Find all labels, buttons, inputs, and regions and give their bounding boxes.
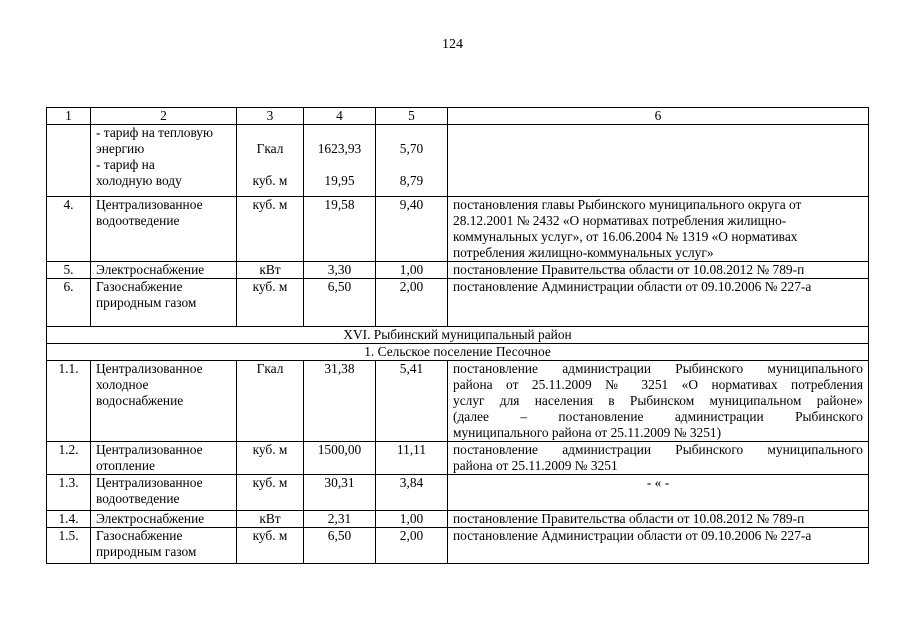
service-name-cell: Централизованное водоотведение xyxy=(91,197,237,262)
header-row xyxy=(47,108,869,125)
value-4-cell: 31,38 xyxy=(304,361,376,442)
value-4-cell: 2,31 xyxy=(304,511,376,528)
row-number-cell xyxy=(47,125,91,197)
value-4-cell: 6,50 xyxy=(304,279,376,327)
value-5-cell: 2,00 xyxy=(376,279,448,327)
row-number-cell: 6. xyxy=(47,279,91,327)
row-number-cell: 5. xyxy=(47,262,91,279)
value-5: 8,79 xyxy=(399,173,424,188)
document-line: постановление Правительства области от 10.08.2012 № 789-п xyxy=(453,262,805,277)
unit-cell: куб. м xyxy=(237,442,304,475)
service-name-cell: Централизованное отопление xyxy=(91,442,237,475)
document-line: постановление администрации Рыбинского муниципального xyxy=(453,361,863,376)
document-cell xyxy=(448,475,869,511)
document-line: (далее – постановление администрации Рыбинского xyxy=(453,409,863,424)
document-cell xyxy=(448,442,869,475)
document-line: постановление Администрации области от 09.10.2006 № 227-а xyxy=(453,279,812,294)
header-cell-4: 4 xyxy=(304,108,376,125)
page-number: 124 xyxy=(442,37,463,52)
section-title: XVI. Рыбинский муниципальный район xyxy=(47,327,869,344)
header-cell-2: 2 xyxy=(91,108,237,125)
document-cell xyxy=(448,511,869,528)
value-4: 1623,93 xyxy=(317,141,362,156)
table-row xyxy=(47,197,869,262)
value-5-cell: 9,40 xyxy=(376,197,448,262)
service-name-cell: Централизованное холодное водоснабжение xyxy=(91,361,237,442)
document-line: - « - xyxy=(646,475,670,490)
table-row xyxy=(47,511,869,528)
service-name-cell: Электроснабжение xyxy=(91,262,237,279)
value-5-cell xyxy=(376,125,448,197)
unit-cell: кВт xyxy=(237,262,304,279)
name-line: - тариф на xyxy=(96,157,155,172)
document-line: муниципального района от 25.11.2009 № 3251) xyxy=(453,425,722,440)
unit-cell: куб. м xyxy=(237,475,304,511)
value-4-cell: 1500,00 xyxy=(304,442,376,475)
name-line: холодную воду xyxy=(96,173,182,188)
value-5: 5,70 xyxy=(399,141,424,156)
value-4-cell: 3,30 xyxy=(304,262,376,279)
row-number-cell: 1.3. xyxy=(47,475,91,511)
value-4-cell xyxy=(304,125,376,197)
row-number-cell: 1.2. xyxy=(47,442,91,475)
unit-cell: куб. м xyxy=(237,279,304,327)
value-5-cell: 2,00 xyxy=(376,528,448,564)
header-cell-5: 5 xyxy=(376,108,448,125)
header-cell-6: 6 xyxy=(448,108,869,125)
table-row xyxy=(47,262,869,279)
document-line: постановление администрации Рыбинского муниципального xyxy=(453,442,863,457)
document-line: района от 25.11.2009 № 3251 xyxy=(453,458,618,473)
row-number-cell: 1.4. xyxy=(47,511,91,528)
document-cell xyxy=(448,125,869,197)
service-name-cell: Газоснабжение природным газом xyxy=(91,279,237,327)
subsection-title: 1. Сельское поселение Песочное xyxy=(47,344,869,361)
value-5-cell: 11,11 xyxy=(376,442,448,475)
value-4-cell: 19,58 xyxy=(304,197,376,262)
table-row xyxy=(47,475,869,511)
service-name-cell: Централизованное водоотведение xyxy=(91,475,237,511)
document-cell xyxy=(448,528,869,564)
header-cell-3: 3 xyxy=(237,108,304,125)
unit-value: Гкал xyxy=(256,141,284,156)
unit-value: куб. м xyxy=(252,173,288,188)
unit-cell xyxy=(237,125,304,197)
document-cell xyxy=(448,361,869,442)
table-row xyxy=(47,442,869,475)
service-name-cell: Газоснабжение природным газом xyxy=(91,528,237,564)
value-5-cell: 1,00 xyxy=(376,511,448,528)
name-line: энергию xyxy=(96,141,145,156)
header-cell-1: 1 xyxy=(47,108,91,125)
unit-cell: куб. м xyxy=(237,528,304,564)
document-cell xyxy=(448,279,869,327)
value-4-cell: 6,50 xyxy=(304,528,376,564)
service-name-cell xyxy=(91,125,237,197)
subsection-title-row xyxy=(47,344,869,361)
table-row xyxy=(47,125,869,197)
table-row xyxy=(47,279,869,327)
table-row xyxy=(47,528,869,564)
name-line: - тариф на тепловую xyxy=(96,125,214,140)
document-line: услуг для населения в Рыбинском муниципальном районе» xyxy=(453,393,863,408)
document-line: 28.12.2001 № 2432 «О нормативах потребления жилищно- xyxy=(453,213,787,228)
document-line: потребления жилищно-коммунальных услуг» xyxy=(453,245,714,260)
value-4: 19,95 xyxy=(324,173,355,188)
service-name-cell: Электроснабжение xyxy=(91,511,237,528)
document-cell xyxy=(448,197,869,262)
section-title-row xyxy=(47,327,869,344)
document-line: района от 25.11.2009 № 3251 «О нормативах потребления xyxy=(453,377,863,392)
unit-cell: куб. м xyxy=(237,197,304,262)
unit-cell: кВт xyxy=(237,511,304,528)
value-5-cell: 3,84 xyxy=(376,475,448,511)
value-4-cell: 30,31 xyxy=(304,475,376,511)
document-line: постановления главы Рыбинского муниципального округа от xyxy=(453,197,802,212)
document-line: коммунальных услуг», от 16.06.2004 № 1319 «О нормативах xyxy=(453,229,798,244)
document-line: постановление Администрации области от 09.10.2006 № 227-а xyxy=(453,528,812,543)
row-number-cell: 1.5. xyxy=(47,528,91,564)
document-cell xyxy=(448,262,869,279)
table-row xyxy=(47,361,869,442)
value-5-cell: 1,00 xyxy=(376,262,448,279)
unit-cell: Гкал xyxy=(237,361,304,442)
row-number-cell: 1.1. xyxy=(47,361,91,442)
norms-table xyxy=(46,107,869,564)
document-line: постановление Правительства области от 10.08.2012 № 789-п xyxy=(453,511,805,526)
row-number-cell: 4. xyxy=(47,197,91,262)
value-5-cell: 5,41 xyxy=(376,361,448,442)
